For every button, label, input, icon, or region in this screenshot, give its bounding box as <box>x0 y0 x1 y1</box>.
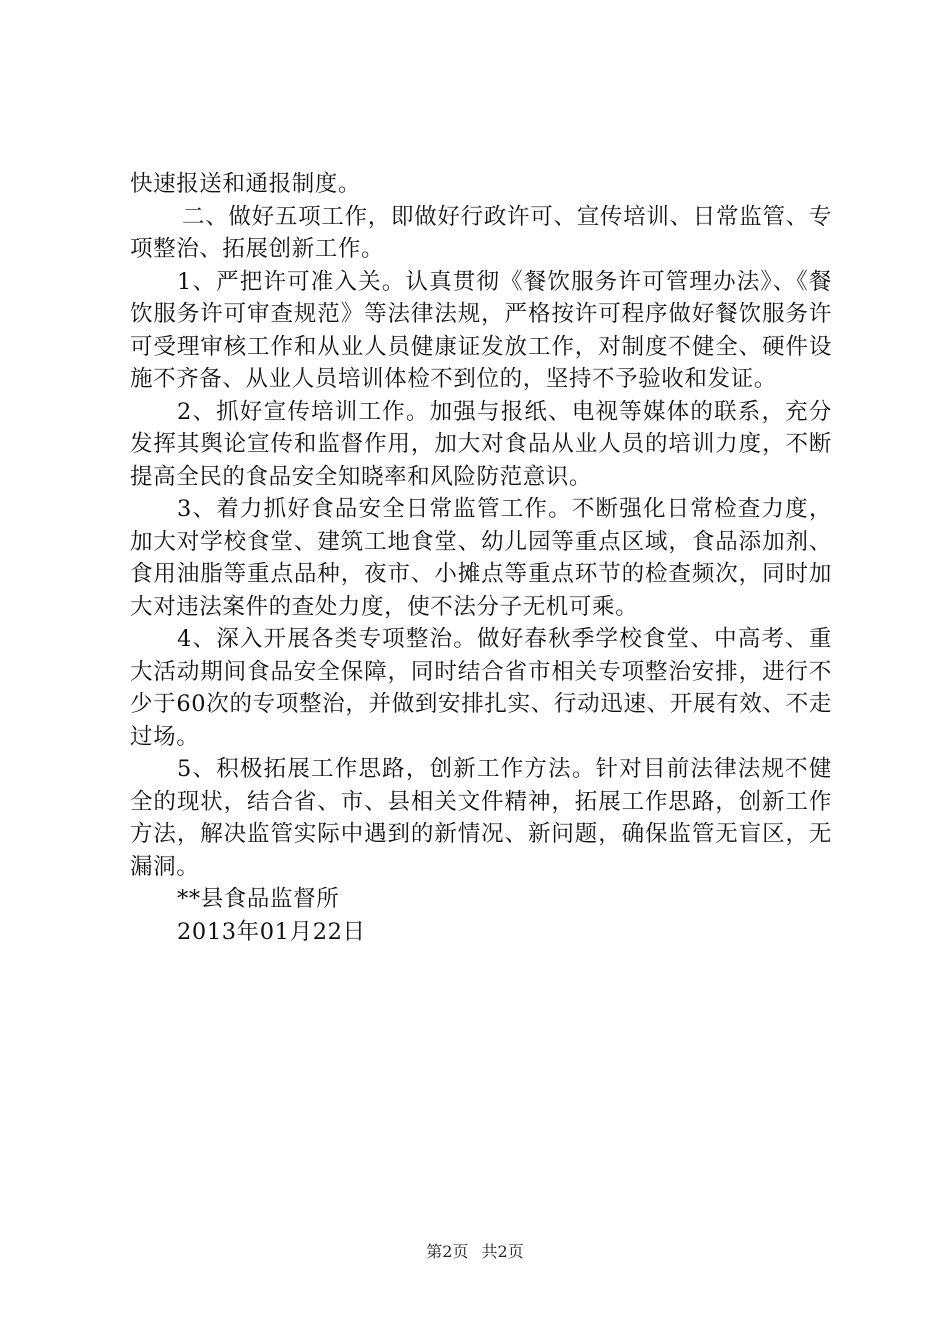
paragraph-item-1: 1、严把许可准入关。认真贯彻《餐饮服务许可管理办法》、《餐饮服务许可审查规范》等法律法规，严格按许可程序做好餐饮服务许可受理审核工作和从业人员健康证发放工作，对制度不健全、硬件设施不齐备、从业人员培训体检不到位的，坚持不予验收和发证。 <box>130 268 832 392</box>
signature-date: 2013年01月22日 <box>177 918 366 945</box>
paragraph-item-2: 2、抓好宣传培训工作。加强与报纸、电视等媒体的联系，充分发挥其舆论宣传和监督作用，加大对食品从业人员的培训力度，不断提高全民的食品安全知晓率和风险防范意识。 <box>130 398 832 490</box>
paragraph-continuation: 快速报送和通报制度。 <box>130 171 362 197</box>
paragraph-item-5: 5、积极拓展工作思路，创新工作方法。针对目前法律法规不健全的现状，结合省、市、县相关文件精神，拓展工作思路，创新工作方法，解决监管实际中遇到的新情况、新问题，确保监管无盲区，无漏洞。 <box>130 756 832 880</box>
document-body <box>130 168 832 948</box>
page-footer <box>0 1240 950 1264</box>
page-number: 第2页 <box>426 1242 469 1261</box>
signature-organization: **县食品监督所 <box>177 886 340 912</box>
paragraph-item-3: 3、着力抓好食品安全日常监管工作。不断强化日常检查力度，加大对学校食堂、建筑工地食堂、幼儿园等重点区域，食品添加剂、食用油脂等重点品种，夜市、小摊点等重点环节的检查频次，同时加大对违法案件的查处力度，使不法分子无机可乘。 <box>130 496 832 620</box>
paragraph-item-4: 4、深入开展各类专项整治。做好春秋季学校食堂、中高考、重大活动期间食品安全保障，同时结合省市相关专项整治安排，进行不少于60次的专项整治，并做到安排扎实、行动迅速、开展有效、不走过场。 <box>130 626 832 750</box>
paragraph-section-two: 二、做好五项工作，即做好行政许可、宣传培训、日常监管、专项整治、拓展创新工作。 <box>130 203 832 262</box>
page-total: 共2页 <box>481 1242 524 1261</box>
